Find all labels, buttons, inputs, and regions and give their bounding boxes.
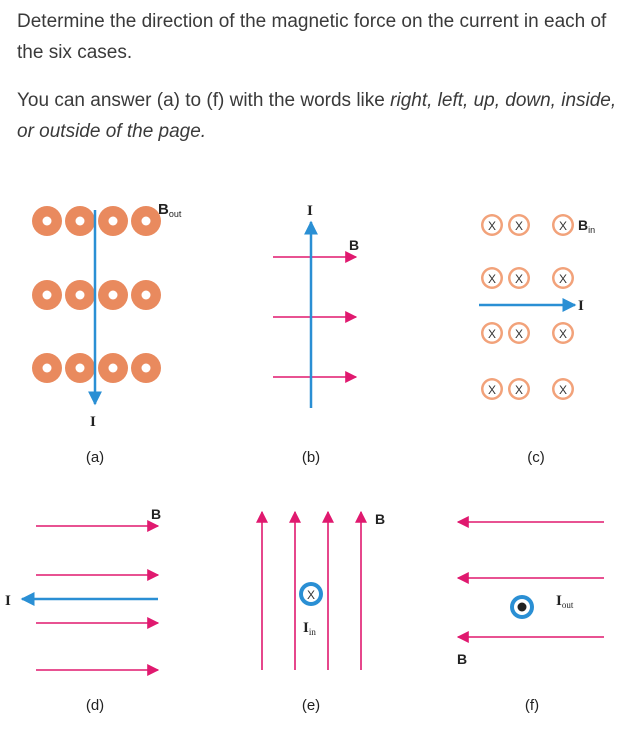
field-label-c-sub: in	[588, 225, 596, 235]
field-label-c-main: B	[578, 217, 589, 233]
field-label-a-sub: out	[168, 209, 182, 219]
field-cross	[508, 378, 530, 400]
field-dot	[65, 206, 95, 236]
panel-a	[32, 201, 182, 466]
current-label-c: I	[578, 298, 584, 314]
current-label-d: I	[5, 593, 11, 609]
field-out-dots-a	[32, 206, 161, 383]
panel-e	[262, 511, 385, 714]
field-cross	[552, 267, 574, 289]
current-label-b: I	[307, 203, 313, 219]
svg-text:X: X	[487, 383, 497, 397]
field-dot	[98, 353, 128, 383]
caption-d: (d)	[85, 697, 105, 714]
current-label-a: I	[90, 414, 96, 430]
instructions-prefix: You can answer (a) to (f) with the words like	[17, 90, 391, 111]
current-label-e-main: I	[303, 620, 309, 636]
field-label-a	[158, 201, 182, 219]
svg-text:X: X	[558, 272, 568, 286]
current-label-f	[556, 593, 574, 610]
current-label-f-main: I	[556, 593, 562, 609]
caption-c: (c)	[527, 449, 545, 466]
question-text: Determine the direction of the magnetic force on the current in each of the six cases.	[17, 11, 607, 63]
current-label-e-sub: in	[308, 627, 316, 637]
svg-text:X: X	[487, 219, 497, 233]
caption-e: (e)	[301, 697, 321, 714]
field-label-e: B	[375, 511, 386, 527]
field-dot	[65, 280, 95, 310]
field-dot	[131, 280, 161, 310]
field-cross	[552, 378, 574, 400]
svg-text:X: X	[514, 383, 524, 397]
field-label-c	[578, 217, 595, 235]
field-dot	[131, 206, 161, 236]
field-label-b: B	[349, 237, 360, 253]
caption-a: (a)	[85, 449, 105, 466]
field-in-crosses-c	[481, 214, 574, 400]
svg-text:X: X	[558, 383, 568, 397]
field-dot	[98, 206, 128, 236]
svg-text:X: X	[558, 327, 568, 341]
panel-f	[457, 522, 604, 714]
panel-b	[273, 203, 359, 466]
field-dot	[98, 280, 128, 310]
svg-text:X: X	[487, 272, 497, 286]
svg-text:X: X	[514, 219, 524, 233]
field-cross	[552, 214, 574, 236]
svg-text:X: X	[514, 327, 524, 341]
field-dot	[32, 206, 62, 236]
caption-f: (f)	[524, 697, 540, 714]
field-label-a-main: B	[158, 201, 169, 218]
field-dot	[131, 353, 161, 383]
field-dot	[65, 353, 95, 383]
field-label-f: B	[457, 651, 468, 667]
field-cross	[552, 322, 574, 344]
caption-b: (b)	[301, 449, 321, 466]
field-label-d: B	[151, 506, 162, 522]
svg-text:X: X	[487, 327, 497, 341]
panel-c	[479, 214, 595, 466]
svg-text:X: X	[514, 272, 524, 286]
field-cross	[481, 322, 503, 344]
field-cross	[508, 214, 530, 236]
current-in-symbol-e	[299, 582, 323, 606]
instructions-options: right, left, up, down, inside, or outside of the page.	[17, 90, 617, 142]
current-out-symbol-f	[510, 595, 534, 619]
field-cross	[481, 378, 503, 400]
current-label-f-sub: out	[561, 600, 574, 610]
field-cross	[481, 214, 503, 236]
field-cross	[508, 267, 530, 289]
current-label-e	[303, 620, 316, 637]
field-cross	[481, 267, 503, 289]
field-cross	[508, 322, 530, 344]
panel-d	[5, 506, 161, 714]
field-dot	[32, 353, 62, 383]
svg-text:X: X	[558, 219, 568, 233]
field-dot	[32, 280, 62, 310]
svg-text:X: X	[306, 588, 316, 602]
